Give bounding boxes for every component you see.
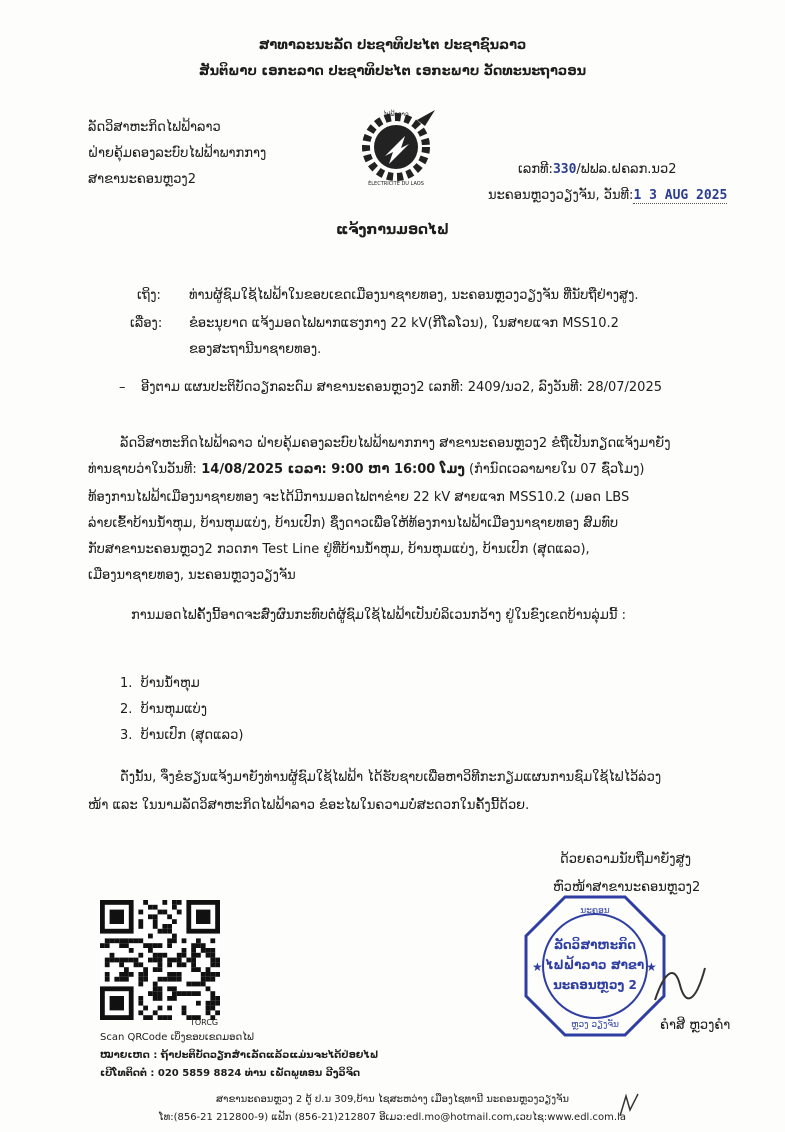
org-name: ລັດວິສາຫະກິດໄຟຟ້າລາວ — [88, 120, 221, 135]
closing-line-1: ດັ່ງນັ້ນ, ຈຶ່ງຂໍຮຽນແຈ້ງມາຍັງທ່ານຜູ້ຊົມໃຊ້ໄຟຟ້າ ໄດ້ຮັບຊາບເພື່ອຫາວິທີກະກຽມແຜນການຊົມໃຊ້ໄຟໄວ້ລ່ວງ — [120, 770, 662, 785]
body-line-6: ເມືອງນາຊາຍທອງ, ນະຄອນຫຼວງວຽງຈັນ — [88, 568, 296, 583]
village-item: 3. ບ້ານເປົກ (ສຸດແລວ) — [120, 728, 244, 743]
subject-line-1: ຂໍອະນຸຍາດ ແຈ້ງມອດໄຟພາກແຮງກາງ 22 kV(ກີໂລໂວນ), ໃນສາຍແຈກ MSS10.2 — [189, 316, 619, 331]
signature-respect: ດ້ວຍຄວາມນັບຖືມາຍັງສູງ — [560, 852, 691, 867]
svg-text:★: ★ — [532, 960, 543, 974]
stamp-line-2: ໄຟຟ້າລາວ ສາຂາ — [545, 958, 645, 972]
signature-position: ຫົວໜ້າສາຂານະຄອນຫຼວງ2 — [553, 880, 701, 895]
notice-title: ແຈ້ງການມອດໄຟ — [336, 222, 449, 238]
footer-address: ສາຂານະຄອນຫຼວງ 2 ຕູ້ ປ.ນ 309,ບ້ານ ໄຊສະຫວ່າງ ເມືອງໄຊທານີ ນະຄອນຫຼວງວຽງຈັນ — [216, 1094, 569, 1105]
village-item: 1. ບ້ານນ້ຳຫຸມ — [120, 676, 200, 691]
date-stamp: 1 3 AUG 2025 — [633, 188, 728, 203]
logo-text-top: ໄຟຟ້າລາວ — [383, 111, 409, 118]
edl-logo — [355, 106, 437, 188]
body-line-3: ທ້ອງການໄຟຟ້າເມືອງນາຊາຍທອງ ຈະໄດ້ມີການມອດໄຟຕາຂ່າຍ 22 kV ສາຍແຈກ MSS10.2 (ມອດ LBS — [88, 490, 630, 505]
stamp-top: ນະຄອນ — [580, 906, 610, 916]
village-item: 2. ບ້ານຫຸມແບ່ງ — [120, 702, 208, 717]
official-stamp — [522, 893, 668, 1039]
qr-caption: Scan QRCode ເບິ່ງຂອບເຂດມອດໄຟ — [100, 1032, 254, 1043]
logo-text-bottom: ÉLECTRICITÉ DU LAOS — [368, 181, 424, 187]
outage-time: 14/08/2025 ເວລາ: 9:00 ຫາ 16:00 ໂມງ — [196, 462, 465, 477]
signatory-name: ຄຳສີ ຫຼວງຄຳ — [660, 1018, 731, 1033]
body-line-2: ທ່ານຊາບວ່າໃນວັນທີ: 14/08/2025 ເວລາ: 9:00 ຫາ 16:00 ໂມງ (ກຳນົດເວລາພາຍໃນ 07 ຊົ່ວໂມງ) — [88, 462, 645, 477]
impact-text: ການມອດໄຟຄັ້ງນີ້ອາດຈະສົ່ງຜົນກະທົບຕໍ່ຜູ້ຊົມໃຊ້ໄຟຟ້າເປັນບໍລິເວນກວ້າງ ຢູ່ໃນຂົງເຂດບ້ານລຸ່ມນີ້ : — [131, 608, 626, 623]
reference-number: ເລກທີ:330/ຟຟລ.ຝຄລກ.ນວ2 — [518, 162, 677, 177]
signature-mark — [650, 960, 710, 1014]
qr-contact: ເບີໂທຕິດຕໍ່ : 020 5859 8824 ທ່ານ ເພັດພູທອນ ວີງວິຈິດ — [100, 1068, 361, 1079]
subject-line-2: ຂອງສະຖານີນາຊາຍທອງ. — [189, 342, 322, 357]
subject-label: ເລື່ອງ: — [130, 316, 163, 331]
reference-dash: – — [119, 380, 126, 395]
to-label: ເຖິງ: — [137, 288, 161, 303]
to-text: ທ່ານຜູ້ຊົມໃຊ້ໄຟຟ້າໃນຂອບເຂດເມືອງນາຊາຍທອງ, ນະຄອນຫຼວງວຽງຈັນ ທີ່ນັບຖືຢ່າງສູງ. — [189, 288, 639, 303]
closing-line-2: ໜ້າ ແລະ ໃນນາມລັດວິສາຫະກິດໄຟຟ້າລາວ ຂໍອະໄພໃນຄວາມບໍ່ສະດວກໃນຄັ້ງນີ້ດ້ວຍ. — [88, 798, 530, 813]
body-line-1: ລັດວິສາຫະກິດໄຟຟ້າລາວ ຝ່າຍຄຸ້ມຄອງລະບົບໄຟຟ້າພາກກາງ ສາຂານະຄອນຫຼວງ2 ຂໍຖືເປັນກຽດແຈ້ງມາຍັງ — [120, 436, 671, 451]
body-line-5: ກັບສາຂານະຄອນຫຼວງ2 ກວດກາ Test Line ຢູ່ທີ່ບ້ານນ້ຳຫຸມ, ບ້ານຫຸມແບ່ງ, ບ້ານເປົກ (ສຸດແລວ), — [88, 542, 590, 557]
national-title: ສາທາລະນະລັດ ປະຊາທິປະໄຕ ປະຊາຊົນລາວ — [258, 38, 527, 53]
qr-note: ໝາຍເຫດ : ຖ້າປະຕິບັດວຽກສຳເລັດແລ້ວແມ່ນຈະໄດ້ປ່ອຍໄຟ — [100, 1050, 379, 1061]
stamp-line-1: ລັດວິສາຫະກິດ — [553, 938, 637, 952]
footer-initial-mark — [618, 1092, 642, 1124]
qr-brand: TORCG — [190, 1018, 219, 1027]
body-line-4: ລ່າຍເຂົ້າບ້ານນ້ຳຫຸມ, ບ້ານຫຸມແບ່ງ, ບ້ານເປົກ) ຊຶ່ງດາວເພື່ອໃຫ້ທ້ອງການໄຟຟ້າເມືອງນາຊາຍທອງ ສົມທົບ — [88, 516, 619, 531]
stamp-line-3: ນະຄອນຫຼວງ 2 — [553, 978, 637, 992]
org-department: ຝ່າຍຄຸ້ມຄອງລະບົບໄຟຟ້າພາກກາງ — [88, 146, 267, 161]
org-branch: ສາຂານະຄອນຫຼວງ2 — [88, 172, 196, 187]
reference-line: ອີງຕາມ ແຜນປະຕິບັດວຽກລະດົມ ສາຂານະຄອນຫຼວງ2 ເລກທີ: 2409/ນວ2, ລົງວັນທີ: 28/07/2025 — [141, 380, 662, 395]
place-date: ນະຄອນຫຼວງວຽງຈັນ, ວັນທີ:1 3 AUG 2025 — [488, 188, 728, 203]
svg-text:★: ★ — [646, 960, 657, 974]
national-motto: ສັນຕິພາບ ເອກະລາດ ປະຊາທິປະໄຕ ເອກະພາບ ວັດທະນະຖາວອນ — [198, 64, 587, 79]
qr-code[interactable] — [100, 900, 220, 1020]
footer-contacts: ໂທ:(856-21 212800-9) ແຟັກ (856-21)212807 ອີເມວ:edl.mo@hotmail.com,ເວບໄຊ:www.edl.com.la — [159, 1112, 626, 1123]
stamp-bottom: ຫຼວງ ວຽງຈັນ — [571, 1020, 619, 1030]
